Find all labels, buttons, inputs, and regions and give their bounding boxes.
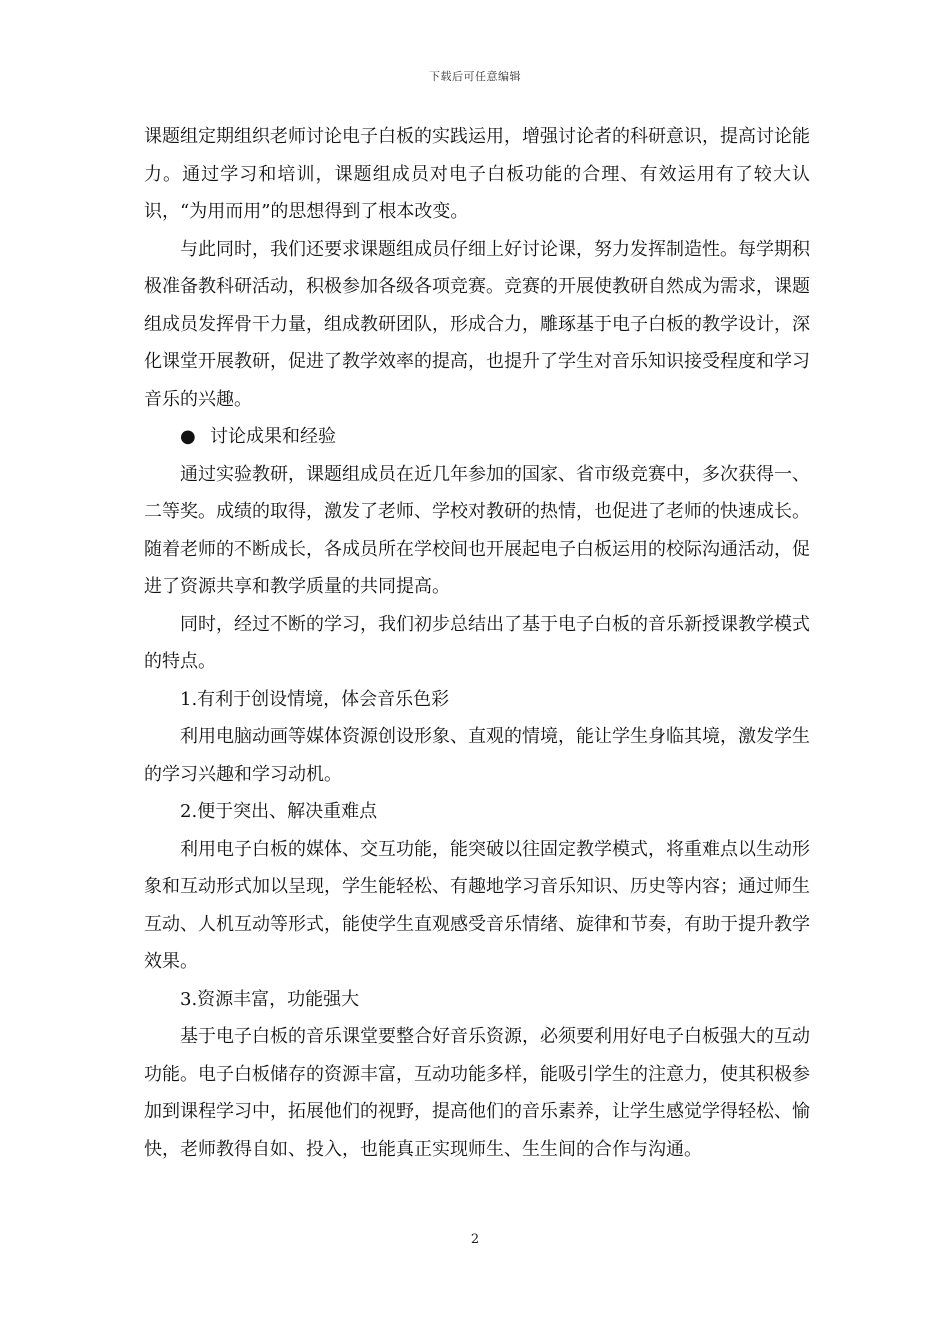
paragraph: 利用电子白板的媒体、交互功能，能突破以往固定教学模式，将重难点以生动形象和互动形式加以呈现，学生能轻松、有趣地学习音乐知识、历史等内容；通过师生互动、人机互动等形式，能使学生直观感受音乐情绪、旋律和节奏，有助于提升教学效果。 <box>144 838 810 972</box>
paragraph: 基于电子白板的音乐课堂要整合好音乐资源，必须要利用好电子白板强大的互动功能。电子白板储存的资源丰富，互动功能多样，能吸引学生的注意力，使其积极参加到课程学习中，拓展他们的视野，提高他们的音乐素养，让学生感觉学得轻松、愉快，老师教得自如、投入，也能真正实现师生、生生间的合作与沟通。 <box>144 1026 810 1160</box>
section-heading-3: 3.资源丰富，功能强大 <box>180 988 360 1010</box>
bullet-dot-icon: ● <box>180 426 196 447</box>
bullet-heading-text: 讨论成果和经验 <box>210 426 336 447</box>
page-header: 下载后可任意编辑 <box>429 70 521 83</box>
page-number: 2 <box>470 1232 480 1247</box>
paragraph: 通过实验教研，课题组成员在近几年参加的国家、省市级竞赛中，多次获得一、二等奖。成绩的取得，激发了老师、学校对教研的热情，也促进了老师的快速成长。随着老师的不断成长，各成员所在学校间也开展起电子白板运用的校际沟通活动，促进了资源共享和教学质量的共同提高。 <box>144 463 810 597</box>
paragraph: 课题组定期组织老师讨论电子白板的实践运用，增强讨论者的科研意识，提高讨论能力。通过学习和培训，课题组成员对电子白板功能的合理、有效运用有了较大认识，“为用而用”的思想得到了根本改变。 <box>144 126 810 222</box>
section-heading-1: 1.有利于创设情境，体会音乐色彩 <box>180 688 450 710</box>
section-heading-2: 2.便于突出、解决重难点 <box>180 801 378 822</box>
document-body <box>144 118 810 1168</box>
bullet-heading <box>144 418 810 456</box>
paragraph: 同时，经过不断的学习，我们初步总结出了基于电子白板的音乐新授课教学模式的特点。 <box>144 613 810 672</box>
paragraph: 利用电脑动画等媒体资源创设形象、直观的情境，能让学生身临其境，激发学生的学习兴趣和学习动机。 <box>144 726 810 785</box>
paragraph: 与此同时，我们还要求课题组成员仔细上好讨论课，努力发挥制造性。每学期积极准备教科研活动，积极参加各级各项竞赛。竞赛的开展使教研自然成为需求，课题组成员发挥骨干力量，组成教研团队，形成合力，雕琢基于电子白板的教学设计，深化课堂开展教研，促进了教学效率的提高，也提升了学生对音乐知识接受程度和学习音乐的兴趣。 <box>144 238 810 410</box>
